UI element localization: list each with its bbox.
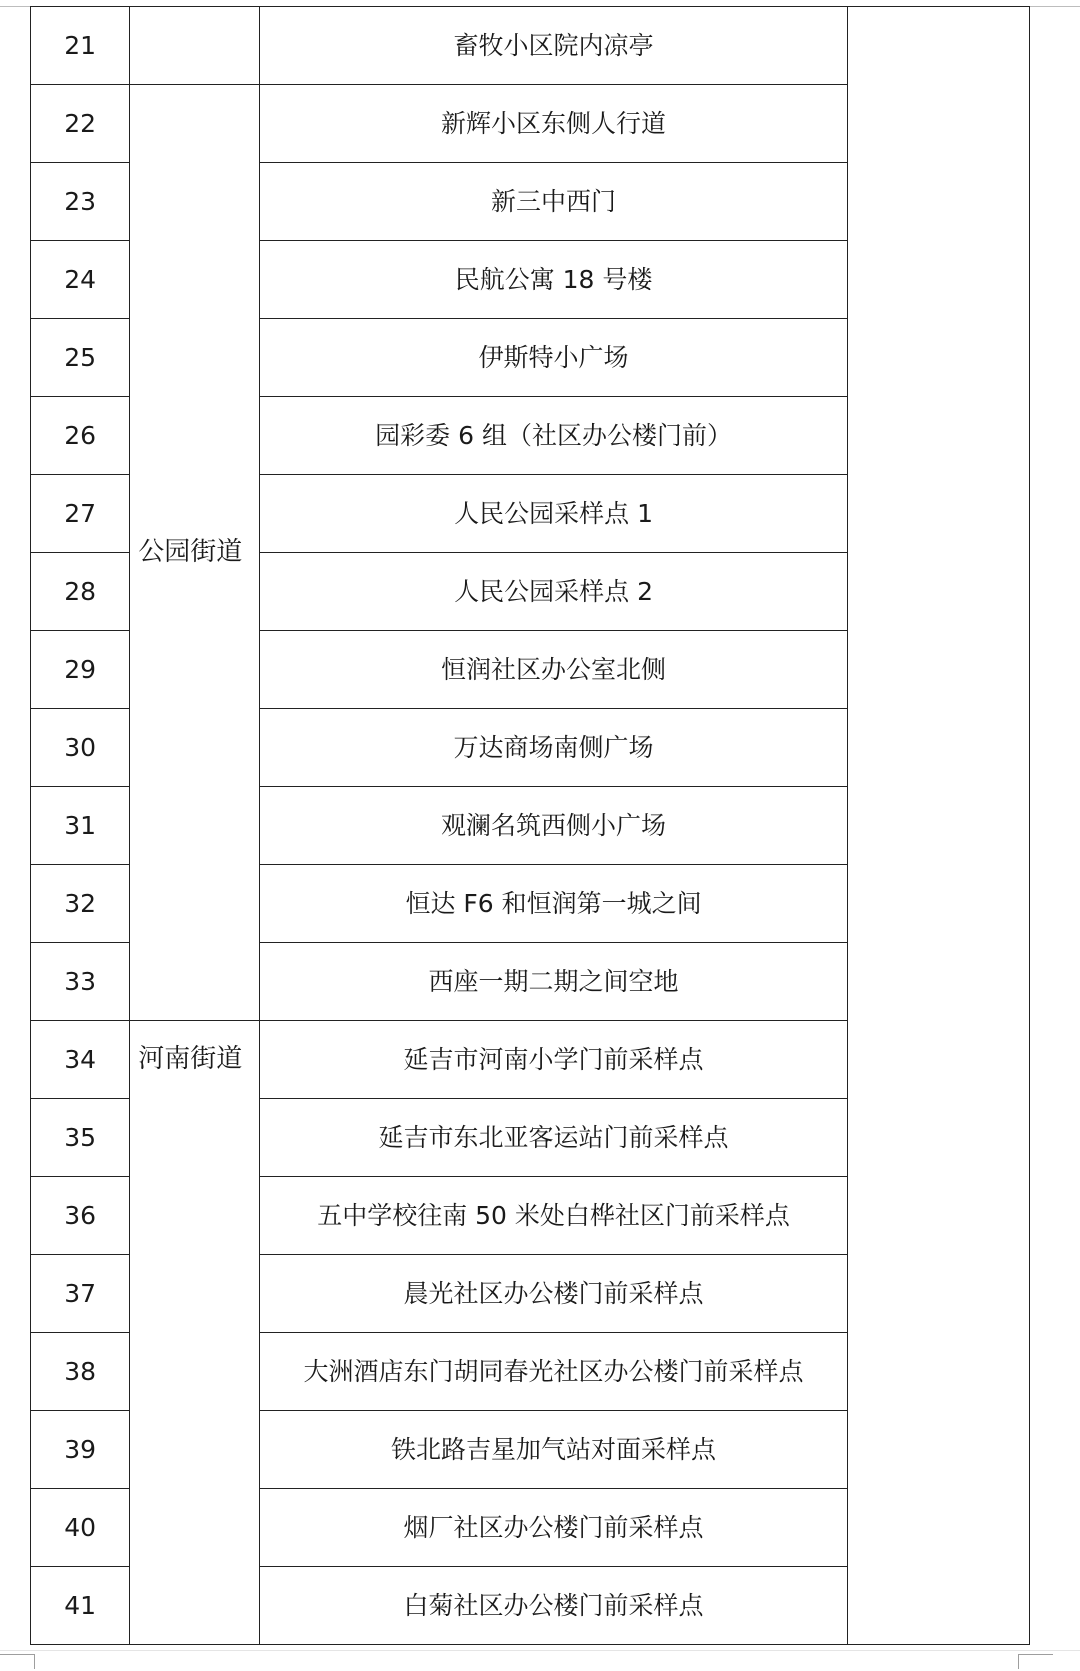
row-number: 25 [31,319,130,397]
sampling-sites-table [30,6,1030,1645]
street-name: 河南街道 [138,1044,243,1074]
site-name: 人民公园采样点 1 [259,475,848,553]
remark-column [848,7,1030,1645]
row-number: 21 [31,7,130,85]
page-corner-mark-left [0,1654,35,1669]
row-number: 37 [31,1255,130,1333]
table-row [31,7,1030,85]
row-number: 33 [31,943,130,1021]
street-cell [130,1021,259,1645]
row-number: 23 [31,163,130,241]
street-cell [130,85,259,1021]
site-name: 延吉市河南小学门前采样点 [259,1021,848,1099]
site-name: 人民公园采样点 2 [259,553,848,631]
site-name: 万达商场南侧广场 [259,709,848,787]
site-name: 恒润社区办公室北侧 [259,631,848,709]
row-number: 36 [31,1177,130,1255]
row-number: 31 [31,787,130,865]
row-number: 35 [31,1099,130,1177]
row-number: 41 [31,1567,130,1645]
street-cell-continued [130,7,259,85]
row-number: 27 [31,475,130,553]
row-number: 28 [31,553,130,631]
site-name: 观澜名筑西侧小广场 [259,787,848,865]
site-name: 大洲酒店东门胡同春光社区办公楼门前采样点 [259,1333,848,1411]
site-name: 园彩委 6 组（社区办公楼门前） [259,397,848,475]
site-name: 畜牧小区院内凉亭 [259,7,848,85]
row-number: 40 [31,1489,130,1567]
table-body [31,7,1030,1645]
site-name: 五中学校往南 50 米处白桦社区门前采样点 [259,1177,848,1255]
row-number: 24 [31,241,130,319]
site-name: 西座一期二期之间空地 [259,943,848,1021]
street-name: 公园街道 [138,536,243,567]
site-name: 延吉市东北亚客运站门前采样点 [259,1099,848,1177]
site-name: 新三中西门 [259,163,848,241]
row-number: 39 [31,1411,130,1489]
row-number: 29 [31,631,130,709]
site-name: 恒达 F6 和恒润第一城之间 [259,865,848,943]
site-name: 铁北路吉星加气站对面采样点 [259,1411,848,1489]
site-name: 新辉小区东侧人行道 [259,85,848,163]
site-name: 白菊社区办公楼门前采样点 [259,1567,848,1645]
page-corner-mark-right [1018,1654,1053,1669]
row-number: 22 [31,85,130,163]
row-number: 34 [31,1021,130,1099]
page-break-line [0,1650,1080,1651]
site-name: 晨光社区办公楼门前采样点 [259,1255,848,1333]
row-number: 38 [31,1333,130,1411]
site-name: 伊斯特小广场 [259,319,848,397]
row-number: 26 [31,397,130,475]
row-number: 30 [31,709,130,787]
row-number: 32 [31,865,130,943]
site-name: 烟厂社区办公楼门前采样点 [259,1489,848,1567]
site-name: 民航公寓 18 号楼 [259,241,848,319]
